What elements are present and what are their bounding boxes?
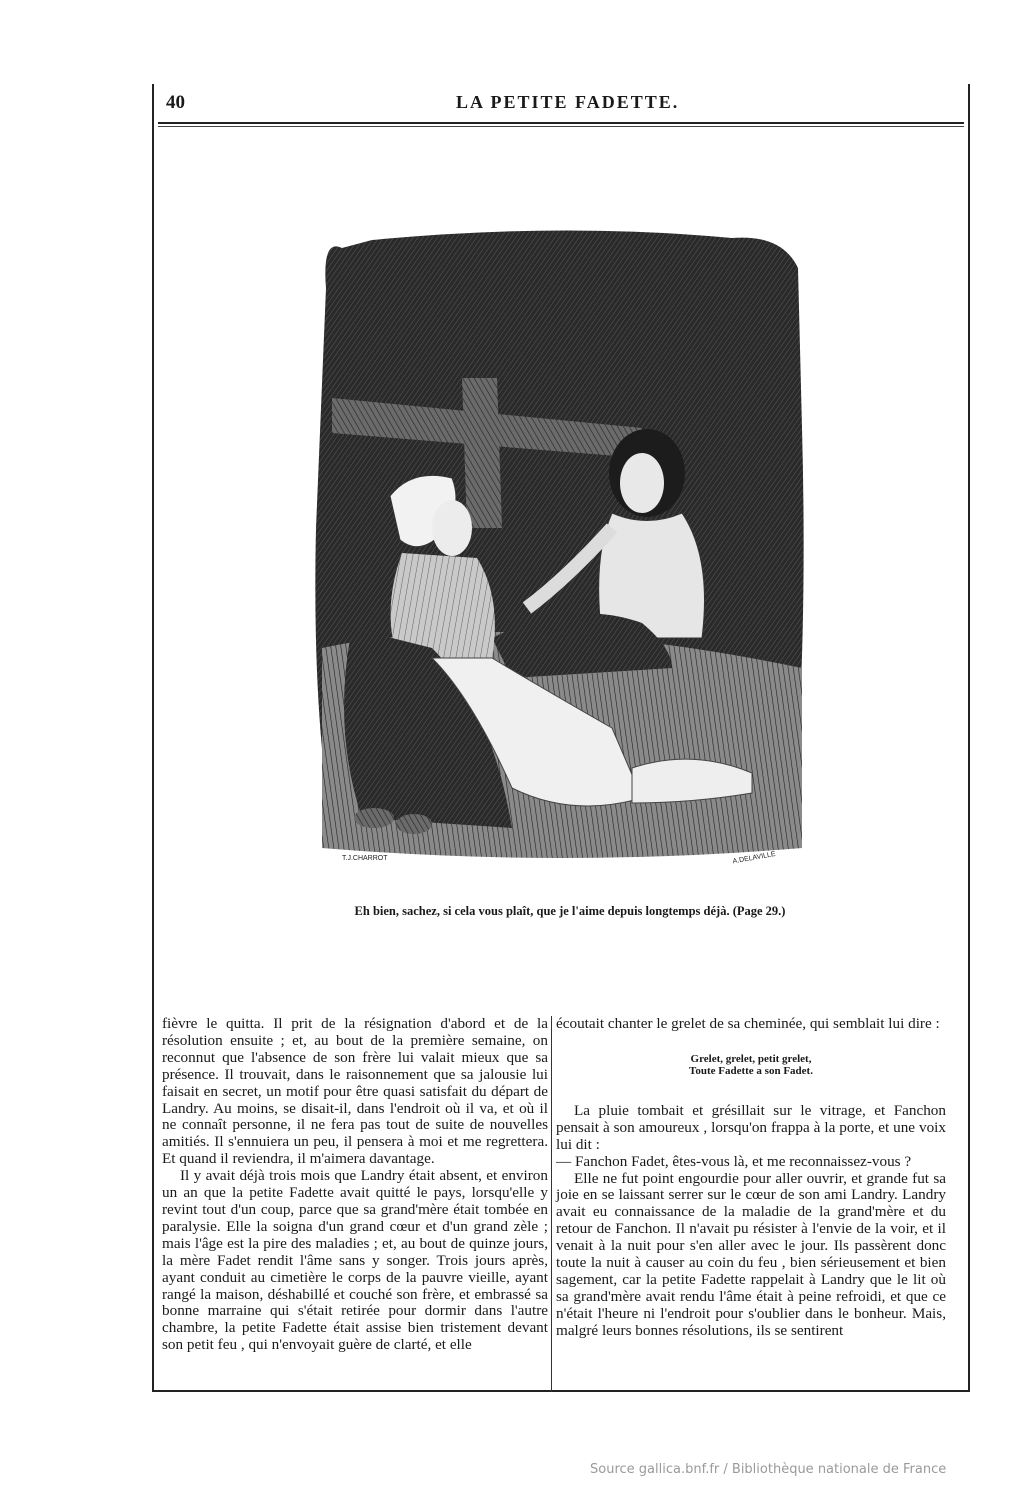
paragraph: La pluie tombait et grésillait sur le vitrage, et Fanchon pensait à son amoureux , lorsqu'on frappa à la porte, et une voix lui dit :: [556, 1101, 946, 1153]
page-number: 40: [166, 92, 185, 113]
engraver-signature: T.J.CHARROT: [342, 855, 388, 862]
left-column: [162, 1016, 548, 1354]
fence-post: [462, 378, 502, 528]
source-credit: Source gallica.bnf.fr / Bibliothèque nationale de France: [590, 1462, 947, 1477]
verse: [556, 1053, 946, 1077]
sabot-right: [396, 814, 432, 834]
header-rule-thin: [158, 126, 964, 127]
boy-face: [620, 453, 664, 513]
verse-line: Toute Fadette a son Fadet.: [689, 1064, 813, 1077]
verse-line: Grelet, grelet, petit grelet,: [690, 1052, 812, 1065]
right-column: [556, 1016, 946, 1340]
engraving-illustration: [312, 228, 808, 866]
sabot-left: [354, 808, 394, 828]
running-title: LA PETITE FADETTE.: [456, 92, 680, 112]
paragraph: écoutait chanter le grelet de sa cheminée, qui semblait lui dire :: [556, 1015, 940, 1032]
header-rule: [158, 122, 964, 124]
artist-signature: A.DELAVILLE: [732, 850, 777, 866]
column-divider: [551, 1016, 552, 1392]
paragraph: Elle ne fut point engourdie pour aller ouvrir, et grande fut sa joie en se laissant serrer sur le cœur de son ami Landry. Landry avait eu connaissance de la maladie de la grand'mère et du retour de Fanchon. Il n'avait pu résister à l'envie de la voir, et il venait à la nuit pour s'en aller avec le jour. Ils passèrent donc toute la nuit à causer au coin du feu , bien sérieusement et bien sagement, car la petite Fadette rappelait à Landry que le lit où sa grand'mère avait rendu l'âme était à peine refroidi, et que ce n'était l'heure ni l'endroit pour s'oublier dans le bonheur. Mais, malgré leurs bonnes résolutions, ils se sentirent: [556, 1169, 946, 1339]
illustration-caption: Eh bien, sachez, si cela vous plaît, que je l'aime depuis longtemps déjà. (Page 29.): [354, 904, 786, 918]
girl-face: [432, 500, 472, 556]
paragraph: — Fanchon Fadet, êtes-vous là, et me reconnaissez-vous ?: [556, 1152, 912, 1170]
paragraph: fièvre le quitta. Il prit de la résignation d'abord et de la résolution ensuite ; et, au bout de la première semaine, on reconnut que l'absence de son frère lui valait mieux que sa présence. Il trouvait, dans le raisonnement que sa jalousie lui faisait en secret, un motif pour être quasi satisfait du départ de Landry. Au moins, se disait-il, dans l'endroit où il va, et où il ne connaît personne, il ne fera pas tout de suite de nouvelles amitiés. Il s'ennuiera un peu, il pensera à moi et me regrettera. Et quand il reviendra, il m'aimera davantage.: [162, 1015, 548, 1168]
paragraph: Il y avait déjà trois mois que Landry était absent, et environ un an que la petite Fadette avait quitté le pays, lorsqu'elle y revint tout d'un coup, parce que sa grand'mère était tombée en paralysie. Elle la soigna d'un grand cœur et d'un grand zèle ; mais l'âge est la pire des maladies ; et, au bout de quinze jours, la mère Fadet rendit l'âme sans y songer. Trois jours après, ayant conduit au cimetière le corps de la pauvre vieille, ayant rangé la maison, déshabillé et couché son frère, et embrassé sa bonne marraine qui s'était retirée pour dormir dans l'autre chambre, la petite Fadette était assise bien tristement devant son petit feu , qui n'envoyait guère de clarté, et elle: [162, 1167, 548, 1354]
